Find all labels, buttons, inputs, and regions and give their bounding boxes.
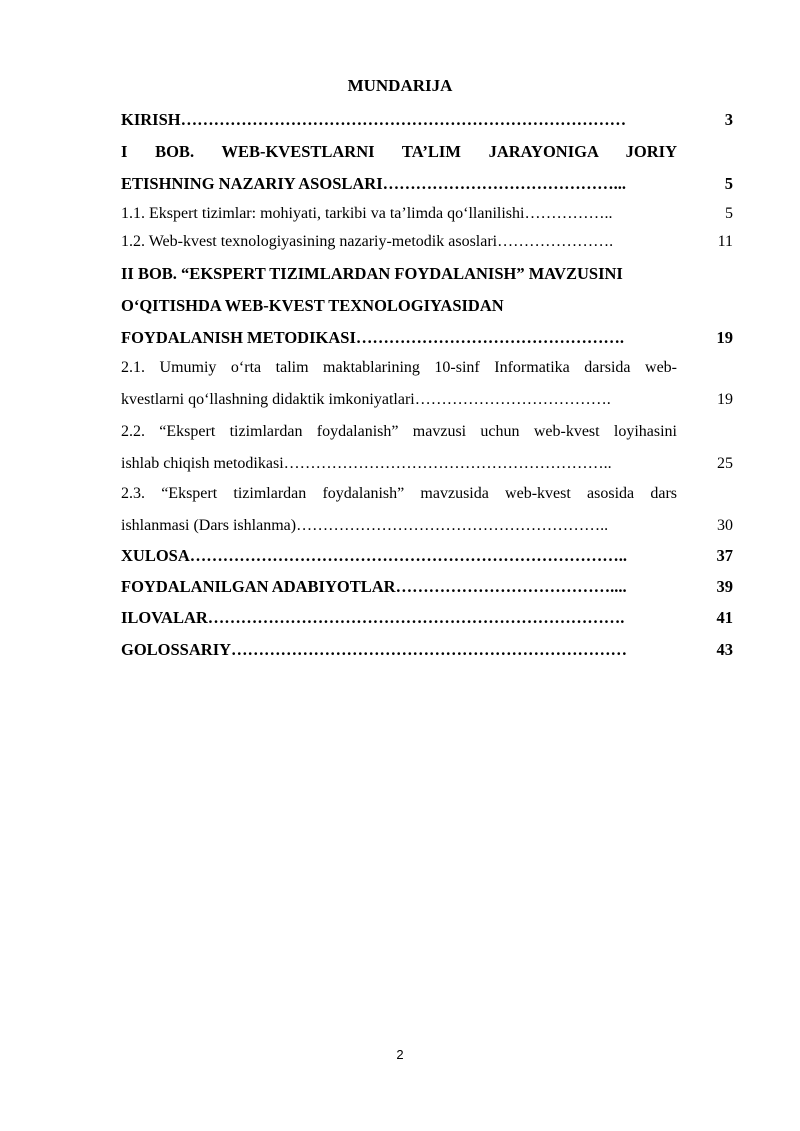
toc-entry-text: ILOVALAR…………………………………………………………………. (121, 608, 625, 627)
toc-entry-text: 2.2. “Ekspert tizimlardan foydalanish” mavzusi uchun web-kvest loyihasini (121, 423, 677, 440)
toc-entry (121, 606, 733, 630)
toc-entry-text: 1.1. Ekspert tizimlar: mohiyati, tarkibi va ta’limda qo‘llanilishi…………….. (121, 205, 613, 222)
toc-entry (121, 230, 733, 254)
toc-entry (121, 544, 733, 568)
toc-entry-page: 41 (716, 608, 733, 627)
toc-entry-page: 5 (725, 205, 733, 222)
toc-entry-text: O‘QITISHDA WEB-KVEST TEXNOLOGIYASIDAN (121, 296, 504, 315)
toc-entry-page: 5 (724, 174, 733, 193)
toc-entry-text: XULOSA…………………………………………………………………….. (121, 546, 628, 565)
toc-entry (121, 482, 733, 506)
toc-entry-text: 2.3. “Ekspert tizimlardan foydalanish” mavzusida web-kvest asosida dars (121, 485, 677, 502)
toc-entry (121, 388, 733, 412)
toc-entry (121, 514, 733, 538)
toc-entry-text: FOYDALANISH METODIKASI…………………………………………. (121, 328, 624, 347)
toc-entry (121, 420, 733, 444)
toc-entry-page: 19 (717, 391, 733, 408)
toc-entry-page: 43 (716, 640, 733, 659)
page-title: MUNDARIJA (347, 76, 453, 95)
toc-entry-text: II BOB. “EKSPERT TIZIMLARDAN FOYDALANISH” MAVZUSINI (121, 264, 623, 283)
toc-entry (121, 140, 733, 164)
toc-entry (121, 452, 733, 476)
toc-entry-text: GOLOSSARIY……………………………………………………………… (121, 640, 628, 659)
toc-entry (121, 294, 733, 318)
toc-entry (121, 638, 733, 662)
toc-entry-text: ishlanmasi (Dars ishlanma)………………………………………………….. (121, 517, 609, 534)
page-number: 2 (396, 1047, 404, 1062)
toc-entry (121, 172, 733, 196)
toc-entry-page: 11 (717, 233, 733, 250)
toc-entry-page: 39 (716, 577, 733, 596)
toc-entry-text: 1.2. Web-kvest texnologiyasining nazariy-metodik asoslari…………………. (121, 233, 614, 250)
toc-entry-page: 19 (716, 328, 733, 347)
toc-entry (121, 356, 733, 380)
toc-entry-page: 37 (716, 546, 733, 565)
toc-entry (121, 202, 733, 226)
toc-entry-text: ETISHNING NAZARIY ASOSLARI……………………………………... (121, 174, 626, 193)
toc-entry (121, 262, 733, 286)
toc-entry-text: ishlab chiqish metodikasi…………………………………………………….. (121, 455, 612, 472)
toc-entry-page: 25 (717, 455, 733, 472)
toc-entry-text: 2.1. Umumiy o‘rta talim maktablarining 10-sinf Informatika darsida web- (121, 359, 677, 376)
toc-entry-text: KIRISH……………………………………………………………………… (121, 110, 627, 129)
toc-entry-text: kvestlarni qo‘llashning didaktik imkoniyatlari………………………………. (121, 391, 611, 408)
toc-entry (121, 108, 733, 132)
toc-entry (121, 575, 733, 599)
toc-entry-page: 3 (724, 110, 733, 129)
toc-entry-text: FOYDALANILGAN ADABIYOTLAR………………………………….... (121, 577, 627, 596)
toc-entry-page: 30 (717, 517, 733, 534)
toc-entry-text: I BOB. WEB-KVESTLARNI TA’LIM JARAYONIGA JORIY (121, 142, 677, 161)
toc-entry (121, 326, 733, 350)
